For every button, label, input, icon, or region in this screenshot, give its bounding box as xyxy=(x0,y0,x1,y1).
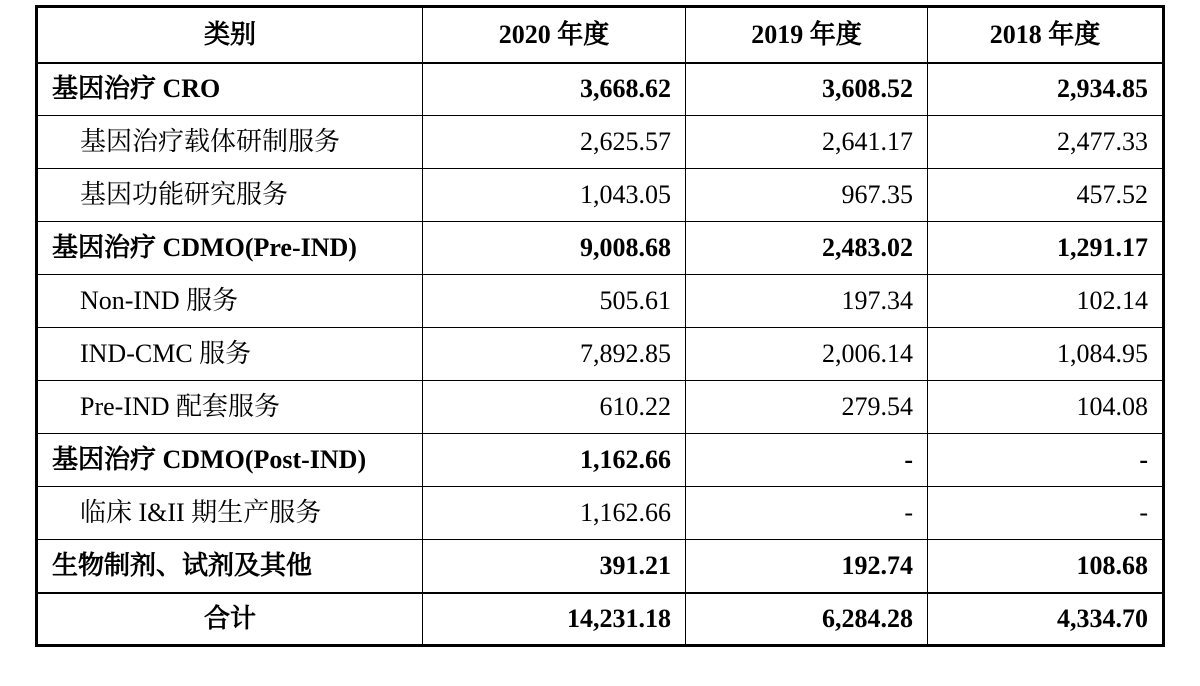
row-label: 合计 xyxy=(37,593,423,646)
row-label: 基因功能研究服务 xyxy=(37,169,423,222)
header-2018: 2018 年度 xyxy=(928,7,1164,63)
table-row-gene-function-research xyxy=(37,169,1164,222)
row-label: 基因治疗 CDMO(Pre-IND) xyxy=(37,222,423,275)
value-2020: 9,008.68 xyxy=(423,222,686,275)
table-row-cdmo-pre-ind xyxy=(37,222,1164,275)
value-2018: 104.08 xyxy=(928,381,1164,434)
revenue-table xyxy=(35,5,1165,647)
value-2019: - xyxy=(686,434,928,487)
value-2019: 2,006.14 xyxy=(686,328,928,381)
table-row-pre-ind-support xyxy=(37,381,1164,434)
value-2019: 6,284.28 xyxy=(686,593,928,646)
row-label: 基因治疗 CRO xyxy=(37,63,423,116)
row-label: 生物制剂、试剂及其他 xyxy=(37,540,423,593)
table-row-gene-therapy-cro xyxy=(37,63,1164,116)
value-2020: 2,625.57 xyxy=(423,116,686,169)
value-2018: 457.52 xyxy=(928,169,1164,222)
value-2019: - xyxy=(686,487,928,540)
table-row-total xyxy=(37,593,1164,646)
value-2020: 391.21 xyxy=(423,540,686,593)
value-2018: 1,084.95 xyxy=(928,328,1164,381)
value-2018: 1,291.17 xyxy=(928,222,1164,275)
row-label: Non-IND 服务 xyxy=(37,275,423,328)
value-2018: - xyxy=(928,434,1164,487)
value-2020: 1,162.66 xyxy=(423,487,686,540)
value-2020: 505.61 xyxy=(423,275,686,328)
table-row-clinical-production xyxy=(37,487,1164,540)
value-2019: 279.54 xyxy=(686,381,928,434)
value-2018: 108.68 xyxy=(928,540,1164,593)
table-row-cdmo-post-ind xyxy=(37,434,1164,487)
row-label: 临床 I&II 期生产服务 xyxy=(37,487,423,540)
value-2020: 3,668.62 xyxy=(423,63,686,116)
header-2019: 2019 年度 xyxy=(686,7,928,63)
value-2019: 192.74 xyxy=(686,540,928,593)
value-2020: 1,043.05 xyxy=(423,169,686,222)
header-category: 类别 xyxy=(37,7,423,63)
value-2018: 4,334.70 xyxy=(928,593,1164,646)
value-2018: 102.14 xyxy=(928,275,1164,328)
row-label: 基因治疗载体研制服务 xyxy=(37,116,423,169)
value-2019: 2,641.17 xyxy=(686,116,928,169)
value-2018: 2,477.33 xyxy=(928,116,1164,169)
value-2019: 2,483.02 xyxy=(686,222,928,275)
value-2020: 1,162.66 xyxy=(423,434,686,487)
value-2020: 610.22 xyxy=(423,381,686,434)
table-row-vector-development xyxy=(37,116,1164,169)
table-row-non-ind xyxy=(37,275,1164,328)
table-row-biologics-reagents xyxy=(37,540,1164,593)
row-label: 基因治疗 CDMO(Post-IND) xyxy=(37,434,423,487)
header-2020: 2020 年度 xyxy=(423,7,686,63)
row-label: Pre-IND 配套服务 xyxy=(37,381,423,434)
row-label: IND-CMC 服务 xyxy=(37,328,423,381)
value-2019: 3,608.52 xyxy=(686,63,928,116)
table-body xyxy=(37,63,1164,646)
header-row xyxy=(37,7,1164,63)
value-2018: - xyxy=(928,487,1164,540)
value-2019: 967.35 xyxy=(686,169,928,222)
value-2020: 7,892.85 xyxy=(423,328,686,381)
table-row-ind-cmc xyxy=(37,328,1164,381)
value-2019: 197.34 xyxy=(686,275,928,328)
table-header xyxy=(37,7,1164,63)
value-2020: 14,231.18 xyxy=(423,593,686,646)
value-2018: 2,934.85 xyxy=(928,63,1164,116)
